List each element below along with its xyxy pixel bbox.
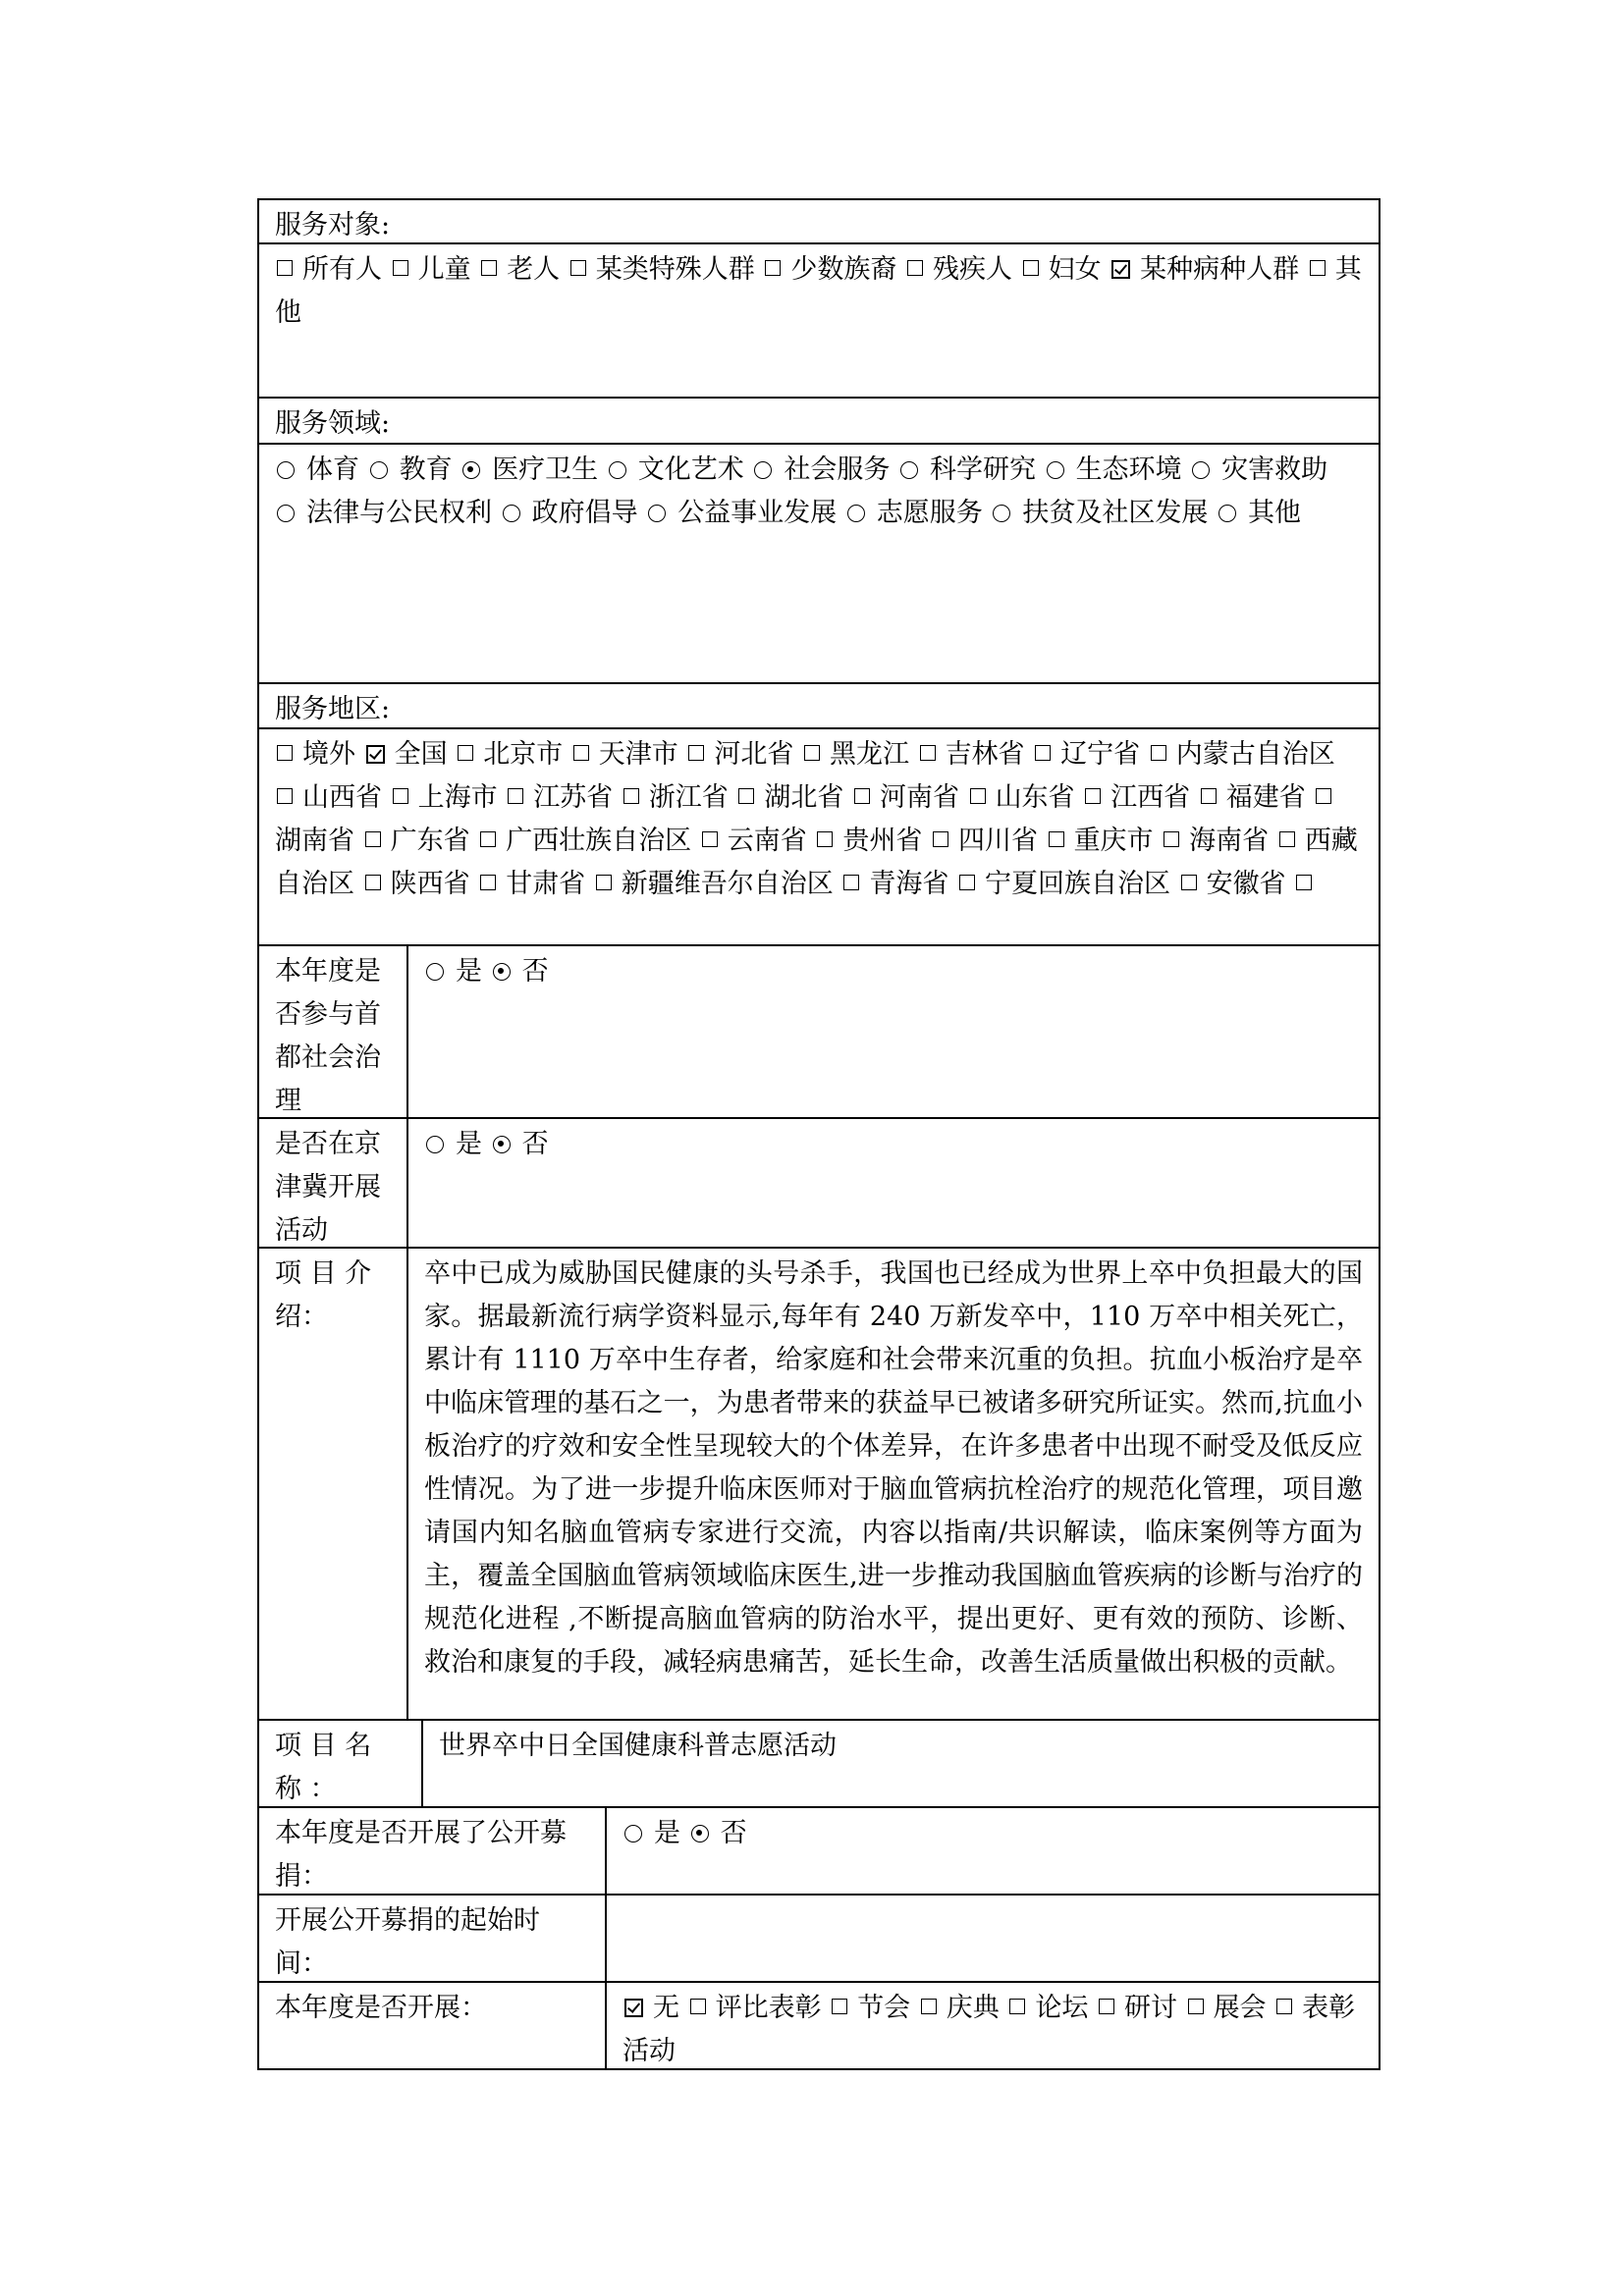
checkbox-icon[interactable]	[393, 260, 408, 276]
service-field-options	[259, 445, 1379, 682]
option-label: 老人	[507, 254, 561, 285]
radio-option[interactable]	[368, 454, 453, 485]
radio-option[interactable]	[424, 1129, 482, 1159]
radio-icon[interactable]	[370, 461, 388, 479]
option-label: 无	[653, 1993, 679, 2023]
option-label: 青海省	[869, 869, 949, 899]
option-item[interactable]	[1021, 254, 1102, 285]
option-item[interactable]	[841, 869, 948, 899]
checkbox-icon[interactable]	[1296, 875, 1312, 890]
checkbox-icon[interactable]	[1099, 1999, 1114, 2014]
option-item[interactable]	[968, 782, 1075, 813]
option-item[interactable]	[1149, 739, 1335, 770]
option-label: 河北省	[714, 739, 794, 770]
radio-icon[interactable]	[624, 1825, 642, 1842]
option-item[interactable]	[1047, 826, 1154, 856]
option-label: 北京市	[483, 739, 564, 770]
radio-option[interactable]	[991, 498, 1208, 528]
report-form	[257, 198, 1380, 2070]
option-label: 研讨	[1123, 1993, 1177, 2023]
radio-icon[interactable]	[900, 461, 918, 479]
option-item[interactable]	[686, 739, 793, 770]
option-item[interactable]	[1083, 782, 1190, 813]
radio-icon[interactable]	[426, 1136, 444, 1153]
option-label: 科学研究	[929, 454, 1036, 485]
option-label: 甘肃省	[506, 869, 586, 899]
option-label: 四川省	[957, 826, 1038, 856]
option-label: 灾害救助	[1221, 454, 1328, 485]
checkbox-icon[interactable]	[1201, 788, 1217, 804]
checkbox-icon[interactable]	[596, 875, 612, 890]
option-label: 某类特殊人群	[595, 254, 755, 285]
option-label: 少数族裔	[790, 254, 897, 285]
radio-option[interactable]	[898, 454, 1036, 485]
option-label: 志愿服务	[876, 498, 983, 528]
checkbox-icon[interactable]	[573, 745, 589, 761]
option-item[interactable]	[506, 782, 613, 813]
option-label: 节会	[857, 1993, 911, 2023]
checkbox-icon[interactable]	[854, 788, 870, 804]
checkbox-icon[interactable]	[970, 788, 986, 804]
option-item[interactable]	[363, 826, 470, 856]
radio-option[interactable]	[607, 454, 744, 485]
option-item[interactable]	[623, 1993, 679, 2023]
option-label: 云南省	[727, 826, 807, 856]
checkbox-icon[interactable]	[1035, 745, 1051, 761]
option-item[interactable]	[391, 254, 471, 285]
option-item[interactable]	[830, 1993, 910, 2023]
radio-option[interactable]	[1190, 454, 1327, 485]
radio-icon[interactable]	[847, 505, 865, 522]
radio-option[interactable]	[752, 454, 890, 485]
checkbox-icon[interactable]	[907, 260, 923, 276]
checkbox-icon[interactable]	[277, 788, 293, 804]
service-region-options-row	[257, 729, 1380, 946]
checkbox-icon[interactable]	[688, 745, 704, 761]
checkbox-icon[interactable]	[832, 1999, 847, 2014]
option-item[interactable]	[275, 739, 355, 770]
radio-option[interactable]	[491, 956, 549, 987]
fundraising-start-value	[607, 1896, 1379, 1981]
option-label: 重庆市	[1073, 826, 1154, 856]
option-item[interactable]	[363, 869, 470, 899]
project-name-value: 世界卒中日全国健康科普志愿活动	[439, 1731, 837, 1761]
project-intro-label: 项 目 介 绍：	[259, 1249, 408, 1719]
option-item[interactable]	[275, 782, 382, 813]
checkbox-icon[interactable]	[1164, 831, 1179, 847]
checkbox-icon[interactable]	[480, 875, 496, 890]
option-label: 某种病种人群	[1140, 254, 1300, 285]
option-label: 陕西省	[390, 869, 470, 899]
option-label: 江苏省	[533, 782, 614, 813]
activities-label: 本年度是否开展：	[259, 1983, 607, 2068]
radio-option[interactable]	[275, 498, 492, 528]
option-item[interactable]	[275, 254, 382, 285]
option-item[interactable]	[568, 254, 755, 285]
option-label: 儿童	[417, 254, 471, 285]
checkbox-icon[interactable]	[1279, 831, 1295, 847]
option-item[interactable]	[957, 869, 1170, 899]
option-item[interactable]	[905, 254, 1012, 285]
option-label: 医疗卫生	[492, 454, 599, 485]
option-label: 新疆维吾尔自治区	[621, 869, 834, 899]
option-item[interactable]	[571, 739, 678, 770]
radio-option[interactable]	[845, 498, 983, 528]
capital-governance-label: 本年度是否参与首都社会治理	[259, 946, 408, 1117]
radio-icon[interactable]	[754, 461, 772, 479]
option-item[interactable]	[364, 739, 448, 770]
service-target-label: 服务对象:	[275, 210, 391, 240]
option-item[interactable]	[688, 1993, 822, 2023]
option-label: 所有人	[302, 254, 382, 285]
option-label: 浙江省	[648, 782, 729, 813]
radio-icon[interactable]	[277, 505, 295, 522]
radio-icon[interactable]	[277, 461, 295, 479]
service-target-header-row	[257, 198, 1380, 244]
radio-icon[interactable]	[426, 963, 444, 981]
radio-option[interactable]	[424, 956, 482, 987]
activities-row	[257, 1983, 1380, 2070]
checkbox-icon[interactable]	[1151, 745, 1166, 761]
public-fundraising-options	[607, 1808, 1379, 1894]
capital-governance-row	[257, 946, 1380, 1119]
option-item[interactable]	[1097, 1993, 1177, 2023]
radio-icon[interactable]	[1047, 461, 1064, 479]
option-label: 否	[521, 956, 549, 987]
option-label: 生态环境	[1075, 454, 1182, 485]
option-label: 西藏自治区	[275, 826, 1358, 899]
checkbox-icon[interactable]	[508, 788, 523, 804]
checkbox-icon[interactable]	[702, 831, 718, 847]
checkbox-icon[interactable]	[458, 745, 473, 761]
checkbox-icon[interactable]	[738, 788, 754, 804]
capital-governance-options	[408, 946, 1379, 1117]
project-intro-row	[257, 1249, 1380, 1721]
service-field-options-row	[257, 445, 1380, 684]
option-label: 湖南省	[275, 826, 354, 856]
radio-selected-icon[interactable]	[493, 1136, 511, 1153]
option-label: 社会服务	[784, 454, 891, 485]
radio-option[interactable]	[623, 1818, 680, 1848]
option-label: 黑龙江	[829, 739, 909, 770]
checkbox-icon[interactable]	[817, 831, 833, 847]
fundraising-start-row	[257, 1896, 1380, 1983]
service-region-header-row	[257, 684, 1380, 729]
option-item[interactable]	[918, 739, 1025, 770]
radio-icon[interactable]	[1218, 505, 1236, 522]
option-label: 河南省	[879, 782, 959, 813]
option-label: 论坛	[1035, 1993, 1089, 2023]
radio-selected-icon[interactable]	[462, 461, 480, 479]
option-label: 福建省	[1225, 782, 1306, 813]
option-item[interactable]	[1179, 869, 1286, 899]
radio-icon[interactable]	[993, 505, 1010, 522]
option-label: 内蒙古自治区	[1175, 739, 1335, 770]
option-label: 残疾人	[932, 254, 1012, 285]
option-label: 展会	[1213, 1993, 1267, 2023]
option-label: 庆典	[946, 1993, 1000, 2023]
radio-option[interactable]	[491, 1129, 549, 1159]
radio-icon[interactable]	[609, 461, 626, 479]
option-item[interactable]	[622, 782, 729, 813]
checkbox-icon[interactable]	[1188, 1999, 1204, 2014]
option-label: 表彰活动	[623, 1993, 1356, 2066]
service-region-label: 服务地区:	[275, 694, 391, 724]
option-label: 海南省	[1189, 826, 1270, 856]
checkbox-icon[interactable]	[365, 831, 381, 847]
service-target-options	[259, 244, 1379, 397]
checked-checkbox-icon[interactable]	[624, 1999, 643, 2017]
option-item[interactable]	[478, 869, 585, 899]
checkbox-icon[interactable]	[1276, 1999, 1292, 2014]
option-label: 政府倡导	[531, 498, 638, 528]
checkbox-icon[interactable]	[1181, 875, 1197, 890]
option-label: 是	[456, 956, 482, 987]
jjj-activity-label: 是否在京津冀开展活动	[259, 1119, 408, 1247]
checkbox-icon[interactable]	[1310, 260, 1326, 276]
option-label: 其他	[1247, 498, 1301, 528]
activities-options	[607, 1983, 1379, 2068]
checkbox-icon[interactable]	[1009, 1999, 1025, 2014]
checkbox-icon[interactable]	[365, 875, 381, 890]
radio-option[interactable]	[1217, 498, 1301, 528]
option-item[interactable]	[1162, 826, 1269, 856]
checked-checkbox-icon[interactable]	[366, 745, 385, 764]
option-label: 广东省	[390, 826, 470, 856]
option-label: 山西省	[302, 782, 382, 813]
option-item[interactable]	[478, 826, 691, 856]
option-label: 贵州省	[842, 826, 923, 856]
option-label: 否	[521, 1129, 549, 1159]
radio-icon[interactable]	[503, 505, 520, 522]
option-label: 山东省	[995, 782, 1075, 813]
option-item[interactable]	[919, 1993, 1000, 2023]
option-label: 其他	[275, 254, 1362, 328]
option-label: 是	[456, 1129, 482, 1159]
option-item[interactable]	[802, 739, 909, 770]
option-item[interactable]	[815, 826, 922, 856]
option-label: 否	[720, 1818, 747, 1848]
option-item[interactable]	[456, 739, 563, 770]
option-item[interactable]	[1110, 254, 1299, 285]
radio-option[interactable]	[460, 454, 598, 485]
checkbox-icon[interactable]	[921, 1999, 937, 2014]
checked-checkbox-icon[interactable]	[1111, 260, 1130, 279]
option-label: 公益事业发展	[677, 498, 838, 528]
option-item[interactable]	[1199, 782, 1306, 813]
option-label: 扶贫及社区发展	[1022, 498, 1209, 528]
radio-selected-icon[interactable]	[493, 963, 511, 981]
radio-option[interactable]	[689, 1818, 747, 1848]
option-label: 是	[654, 1818, 680, 1848]
radio-option[interactable]	[1045, 454, 1182, 485]
option-label: 妇女	[1048, 254, 1102, 285]
public-fundraising-label: 本年度是否开展了公开募捐：	[259, 1808, 607, 1894]
option-item[interactable]	[1294, 869, 1322, 899]
option-label: 上海市	[417, 782, 498, 813]
option-item[interactable]	[1186, 1993, 1267, 2023]
checkbox-icon[interactable]	[480, 831, 496, 847]
option-item[interactable]	[852, 782, 959, 813]
option-label: 江西省	[1110, 782, 1191, 813]
radio-icon[interactable]	[648, 505, 666, 522]
checkbox-icon[interactable]	[481, 260, 497, 276]
option-label: 全国	[394, 739, 448, 770]
checkbox-icon[interactable]	[920, 745, 936, 761]
checkbox-icon[interactable]	[804, 745, 820, 761]
service-field-label: 服务领域:	[275, 408, 391, 439]
option-label: 广西壮族自治区	[506, 826, 692, 856]
checkbox-icon[interactable]	[1023, 260, 1039, 276]
fundraising-start-label: 开展公开募捐的起始时间：	[259, 1896, 607, 1981]
radio-option[interactable]	[501, 498, 638, 528]
option-label: 评比表彰	[715, 1993, 822, 2023]
option-item[interactable]	[763, 254, 896, 285]
project-intro-text: 卒中已成为威胁国民健康的头号杀手，我国也已经成为世界上卒中负担最大的国家。据最新流行病学资料显示,每年有 240 万新发卒中，110 万卒中相关死亡，累计有 1110 万卒中生存者，给家庭和社会带来沉重的负担。抗血小板治疗是卒中临床管理的基石之一，为患者带来的获益早已被诸多研究所证实。然而,抗血小板治疗的疗效和安全性呈现较大的个体差异，在许多患者中出现不耐受及低反应性情况。为了进一步提升临床医师对于脑血管病抗栓治疗的规范化管理，项目邀请国内知名脑血管病专家进行交流，内容以指南/共识解读，临床案例等方面为主，覆盖全国脑血管病领域临床医生,进一步推动我国脑血管疾病的诊断与治疗的规范化进程 ,不断提高脑血管病的防治水平，提出更好、更有效的预防、诊断、救治和康复的手段，减轻病患痛苦，延长生命，改善生活质量做出积极的贡献。	[424, 1258, 1363, 1678]
option-label: 湖北省	[764, 782, 844, 813]
option-item[interactable]	[391, 782, 498, 813]
service-region-options	[259, 729, 1379, 944]
checkbox-icon[interactable]	[277, 745, 293, 761]
public-fundraising-row	[257, 1808, 1380, 1896]
option-label: 法律与公民权利	[306, 498, 492, 528]
checkbox-icon[interactable]	[843, 875, 859, 890]
service-field-header-row	[257, 399, 1380, 445]
option-item[interactable]	[1033, 739, 1140, 770]
option-item[interactable]	[594, 869, 834, 899]
radio-option[interactable]	[646, 498, 837, 528]
checkbox-icon[interactable]	[1085, 788, 1101, 804]
option-item[interactable]	[479, 254, 560, 285]
checkbox-icon[interactable]	[959, 875, 975, 890]
checkbox-icon[interactable]	[393, 788, 408, 804]
option-label: 天津市	[598, 739, 678, 770]
project-name-row	[257, 1721, 1380, 1808]
checkbox-icon[interactable]	[623, 788, 639, 804]
checkbox-icon[interactable]	[765, 260, 781, 276]
option-label: 安徽省	[1206, 869, 1286, 899]
checkbox-icon[interactable]	[277, 260, 293, 276]
checkbox-icon[interactable]	[570, 260, 586, 276]
option-item[interactable]	[700, 826, 807, 856]
project-name-label: 项 目 名 称 ：	[259, 1721, 423, 1806]
checkbox-icon[interactable]	[1316, 788, 1331, 804]
option-label: 教育	[399, 454, 453, 485]
jjj-activity-options	[408, 1119, 1379, 1247]
checkbox-icon[interactable]	[933, 831, 948, 847]
radio-option[interactable]	[275, 454, 359, 485]
radio-selected-icon[interactable]	[691, 1825, 709, 1842]
option-label: 宁夏回族自治区	[984, 869, 1170, 899]
checkbox-icon[interactable]	[1049, 831, 1064, 847]
jjj-activity-row	[257, 1119, 1380, 1249]
option-item[interactable]	[1007, 1993, 1088, 2023]
option-label: 境外	[302, 739, 355, 770]
option-label: 吉林省	[945, 739, 1025, 770]
option-item[interactable]	[736, 782, 843, 813]
option-label: 文化艺术	[637, 454, 744, 485]
radio-icon[interactable]	[1192, 461, 1210, 479]
option-label: 辽宁省	[1060, 739, 1141, 770]
checkbox-icon[interactable]	[690, 1999, 706, 2014]
option-item[interactable]	[931, 826, 1038, 856]
service-target-options-row	[257, 244, 1380, 399]
option-label: 体育	[306, 454, 359, 485]
